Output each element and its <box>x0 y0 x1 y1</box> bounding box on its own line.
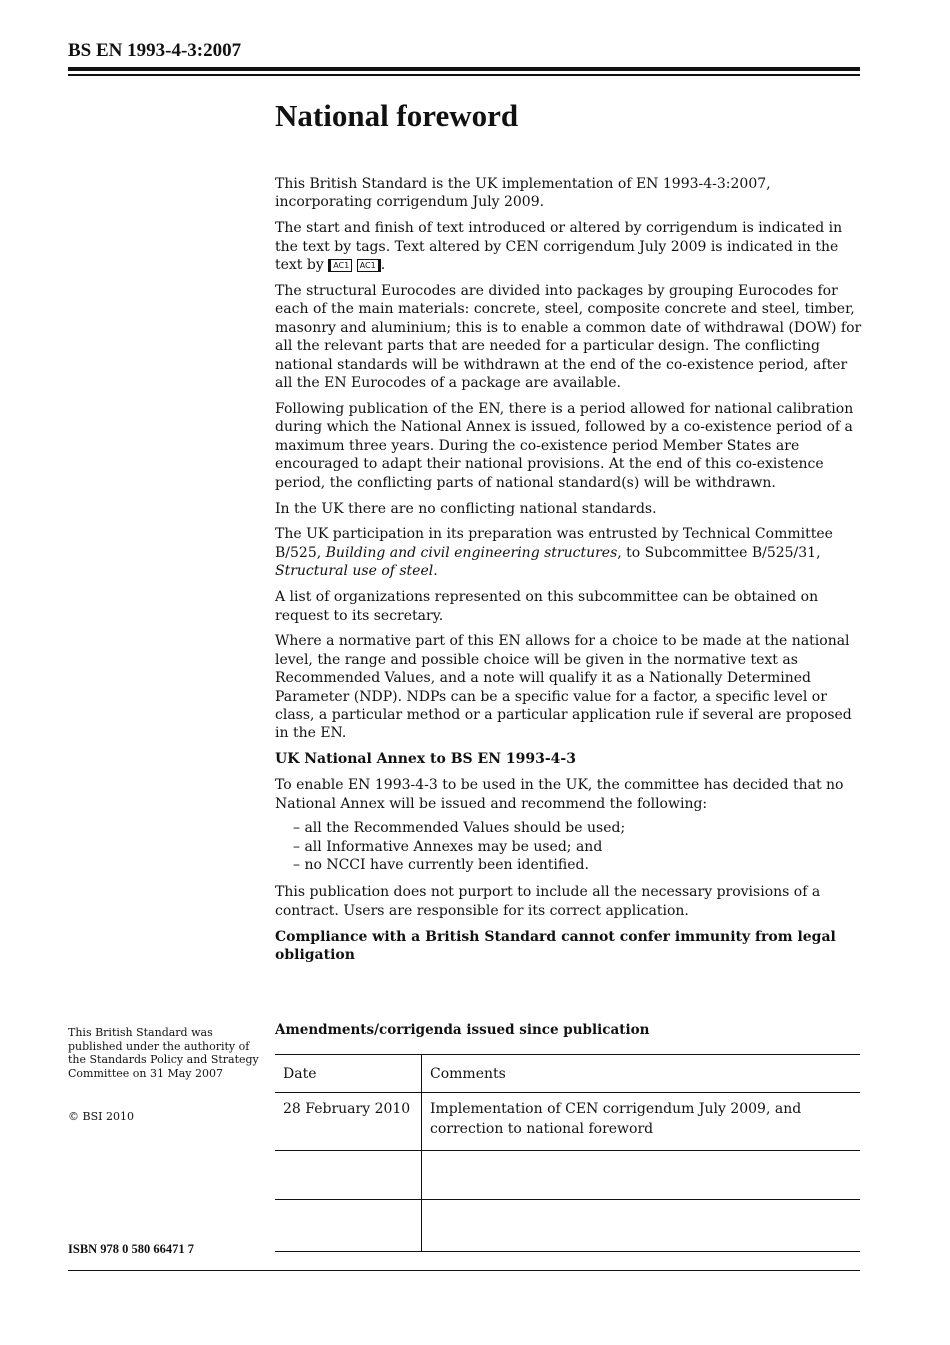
table-row <box>275 1093 860 1151</box>
amendment-comment: Implementation of CEN corrigendum July 2009, and correction to national foreword <box>422 1093 861 1151</box>
ac1-close-tag: AC1 <box>357 259 381 272</box>
amendments-table <box>275 1054 860 1252</box>
foreword-body <box>275 175 865 972</box>
paragraph-eurocode-packages: The structural Eurocodes are divided into packages by grouping Eurocodes for each of the main materials: concrete, steel, composite concrete and steel, timber, masonry and aluminium; this is to enable a common date of withdrawal (DOW) for all the relevant parts that are needed for a particular design. The conflicting national standards will be withdrawn at the end of the co-existence period, after all the EN Eurocodes of a package are available. <box>275 283 862 392</box>
paragraph-implementation: This British Standard is the UK implementation of EN 1993-4-3:2007, incorporating corrigendum July 2009. <box>275 176 771 211</box>
ac1-open-tag: AC1 <box>328 259 352 272</box>
amendment-date <box>275 1200 422 1252</box>
table-header-row <box>275 1055 860 1093</box>
list-item: – no NCCI have currently been identified. <box>293 856 589 873</box>
publication-note: This British Standard was published under the authority of the Standards Policy and Strategy Committee on 31 May 2007 <box>68 1026 259 1080</box>
paragraph-no-conflicting-standards: In the UK there are no conflicting national standards. <box>275 500 657 517</box>
amendments-title: Amendments/corrigenda issued since publication <box>275 1022 650 1038</box>
paragraph-corrigendum-text: The start and finish of text introduced or altered by corrigendum is indicated in the text by tags. Text altered by CEN corrigendum July 2009 is indicated in the text by <box>275 220 843 274</box>
paragraph-corrigendum-end: . <box>380 257 386 274</box>
annex-heading: UK National Annex to BS EN 1993-4-3 <box>275 751 576 768</box>
header-rule-thin <box>68 74 860 76</box>
subcommittee-title-italic: Structural use of steel <box>275 563 434 580</box>
document-code-header: BS EN 1993-4-3:2007 <box>68 40 242 61</box>
copyright-notice: © BSI 2010 <box>68 1110 134 1123</box>
column-header-comments: Comments <box>422 1055 861 1093</box>
footer-rule <box>68 1270 860 1271</box>
table-row <box>275 1200 860 1252</box>
committee-text-c: . <box>433 563 438 580</box>
publication-sidebar <box>68 1026 263 1124</box>
page-title: National foreword <box>275 98 519 133</box>
paragraph-disclaimer: This publication does not purport to include all the necessary provisions of a contract. Users are responsible for its correct application. <box>275 884 821 919</box>
committee-text-a: The UK participation in its preparation was entrusted by Technical Committee B/525, <box>275 526 833 561</box>
list-item: – all the Recommended Values should be used; <box>293 820 626 837</box>
annex-recommendation-list <box>293 819 865 874</box>
amendment-date <box>275 1151 422 1200</box>
paragraph-ndp: Where a normative part of this EN allows for a choice to be made at the national level, the range and possible choice will be given in the normative text as Recommended Values, and a note will qualify it as a Nationally Determined Parameter (NDP). NDPs can be a specific value for a factor, a specific level or class, a particular method or a particular application rule if several are proposed in the EN. <box>275 633 852 742</box>
isbn: ISBN 978 0 580 66471 7 <box>68 1242 195 1256</box>
compliance-statement: Compliance with a British Standard cannot confer immunity from legal obligation <box>275 928 836 964</box>
paragraph-corrigendum-tags <box>275 219 865 274</box>
table-row <box>275 1151 860 1200</box>
amendment-date: 28 February 2010 <box>275 1093 422 1151</box>
committee-text-b: , to Subcommittee B/525/31, <box>617 544 821 561</box>
paragraph-organizations-list: A list of organizations represented on this subcommittee can be obtained on request to its secretary. <box>275 589 819 624</box>
header-rule-thick <box>68 67 860 71</box>
committee-title-italic: Building and civil engineering structures <box>325 544 618 561</box>
amendment-comment <box>422 1200 861 1252</box>
column-header-date: Date <box>275 1055 422 1093</box>
annex-intro: To enable EN 1993-4-3 to be used in the UK, the committee has decided that no National Annex will be issued and recommend the following: <box>275 777 844 812</box>
paragraph-national-calibration: Following publication of the EN, there is a period allowed for national calibration during which the National Annex is issued, followed by a co-existence period of a maximum three years. During the co-existence period Member States are encouraged to adapt their national provisions. At the end of this co-existence period, the conflicting parts of national standard(s) will be withdrawn. <box>275 400 854 491</box>
list-item: – all Informative Annexes may be used; and <box>293 838 603 855</box>
paragraph-committee <box>275 525 865 580</box>
amendment-comment <box>422 1151 861 1200</box>
